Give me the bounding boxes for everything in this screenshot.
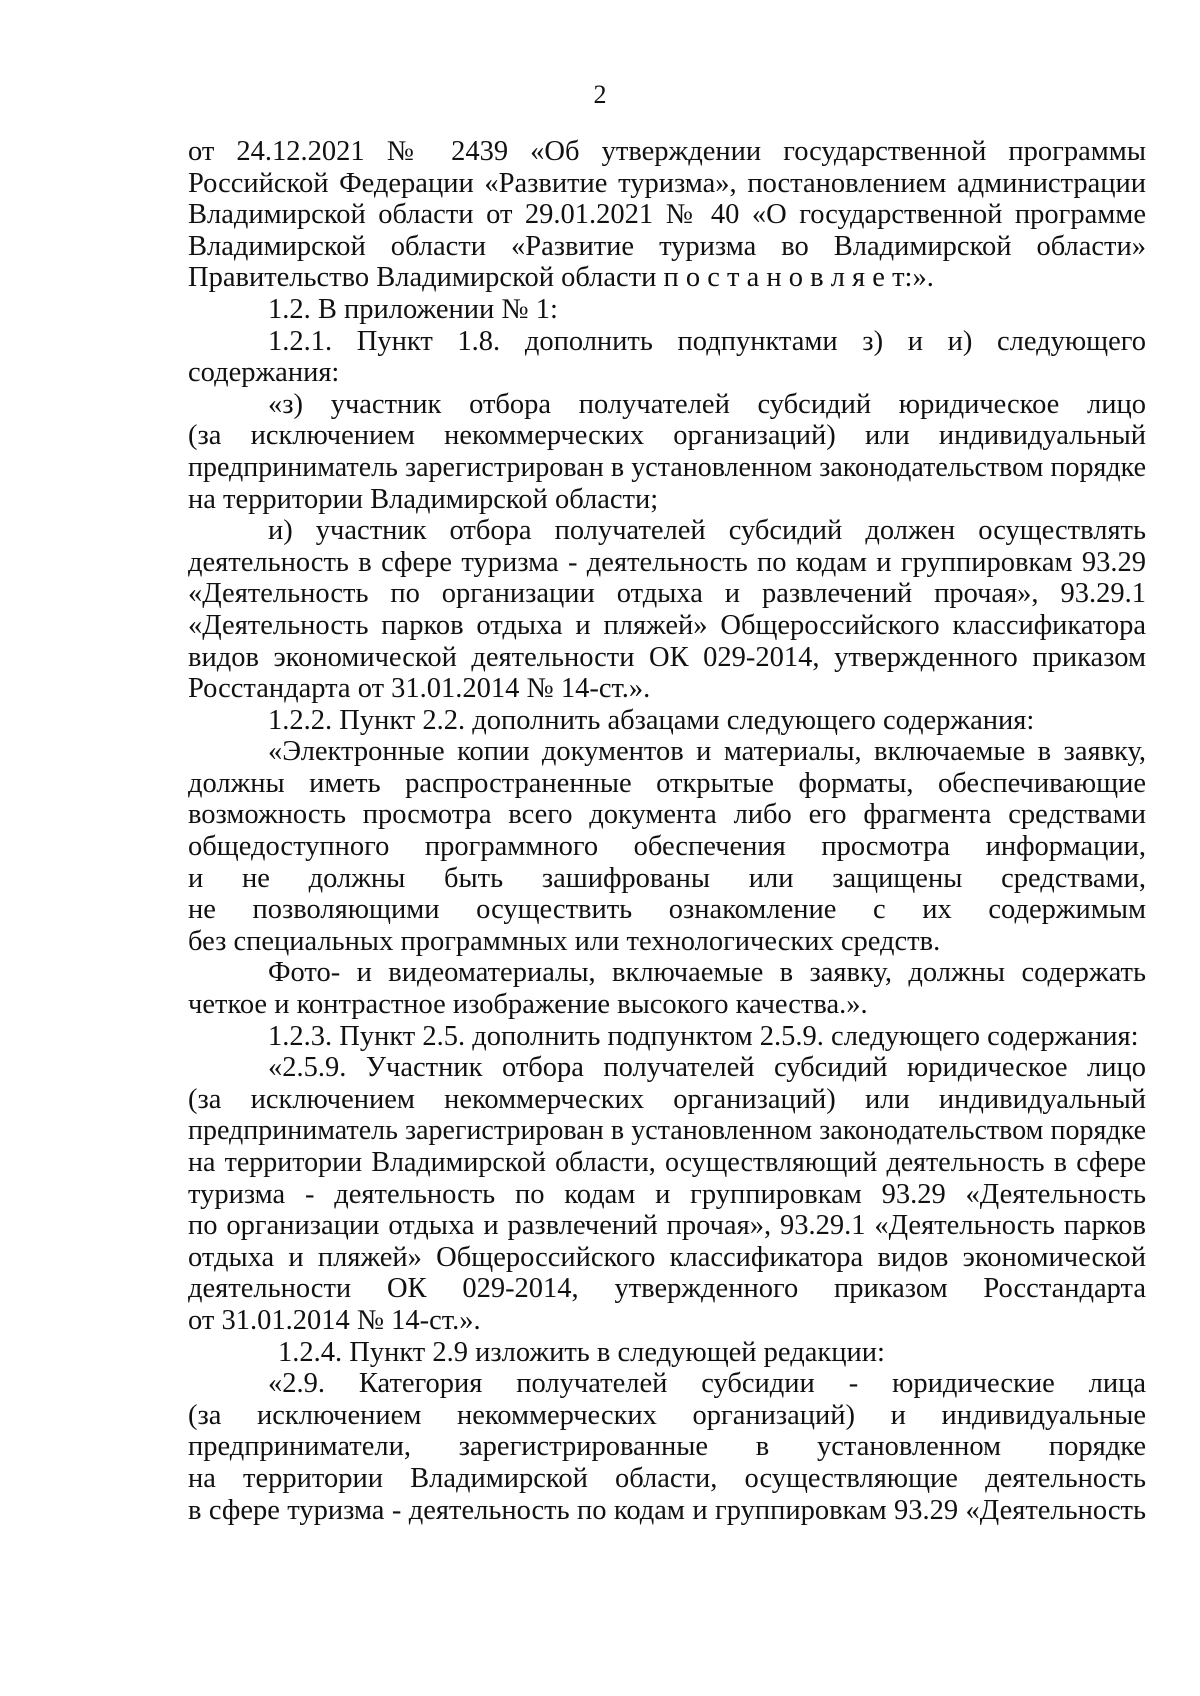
text-line: 1.2.2. Пункт 2.2. дополнить абзацами следующего содержания: (268, 704, 1035, 736)
document-body (188, 136, 1146, 1526)
text-line: должны иметь распространенные открытые форматы, обеспечивающие (188, 767, 1146, 799)
text-line: деятельности ОК 029-2014, утвержденного приказом Росстандарта (188, 1273, 1146, 1305)
text-line: Владимирской области «Развитие туризма во Владимирской области» (188, 230, 1146, 262)
text-line: Фото- и видеоматериалы, включаемые в заявку, должны содержать (268, 957, 1146, 989)
text-line: не позволяющими осуществить ознакомление с их содержимым (188, 894, 1146, 926)
text-line: «2.9. Категория получателей субсидии - юридические лица (268, 1368, 1146, 1400)
text-line: «Деятельность по организации отдыха и развлечений прочая», 93.29.1 (188, 578, 1146, 610)
text-line: от 24.12.2021 № 2439 «Об утверждении государственной программы (188, 136, 1146, 167)
text-line: Российской Федерации «Развитие туризма», постановлением администрации (188, 167, 1146, 199)
text-line: предприниматель зарегистрирован в установленном законодательством порядке (188, 1115, 1146, 1147)
text-line: на территории Владимирской области, осуществляющий деятельность в сфере (188, 1147, 1146, 1178)
text-line: содержания: (188, 357, 340, 389)
text-line: 1.2. В приложении № 1: (268, 293, 558, 325)
text-line: предприниматель зарегистрирован в установленном законодательством порядке (188, 451, 1146, 483)
text-line: «з) участник отбора получателей субсидий юридическое лицо (268, 388, 1146, 420)
text-line: деятельность в сфере туризма - деятельность по кодам и группировкам 93.29 (188, 546, 1146, 578)
text-line: четкое и контрастное изображение высокого качества.». (188, 989, 868, 1021)
text-line: 1.2.1. Пункт 1.8. дополнить подпунктами з) и и) следующего (268, 325, 1146, 357)
text-line: возможность просмотра всего документа либо его фрагмента средствами (188, 799, 1146, 831)
text-line: отдыха и пляжей» Общероссийского классификатора видов экономической (188, 1241, 1146, 1273)
text-line: и) участник отбора получателей субсидий должен осуществлять (268, 515, 1146, 547)
text-line: по организации отдыха и развлечений прочая», 93.29.1 «Деятельность парков (188, 1210, 1146, 1242)
text-line: (за исключением некоммерческих организаций) или индивидуальный (188, 420, 1146, 452)
text-line: на территории Владимирской области, осуществляющие деятельность (188, 1462, 1146, 1494)
text-line: «Электронные копии документов и материалы, включаемые в заявку, (268, 736, 1146, 768)
text-line: 1.2.4. Пункт 2.9 изложить в следующей редакции: (278, 1336, 885, 1368)
text-line: (за исключением некоммерческих организаций) или индивидуальный (188, 1083, 1146, 1115)
text-line: Росстандарта от 31.01.2014 № 14-ст.». (188, 673, 651, 705)
text-line: и не должны быть зашифрованы или защищены средствами, (188, 862, 1146, 894)
text-line: на территории Владимирской области; (188, 483, 659, 515)
text-line: (за исключением некоммерческих организаций) и индивидуальные (188, 1399, 1146, 1431)
text-line: Правительство Владимирской области п о с т а н о в л я е т:». (188, 262, 934, 294)
text-line: 1.2.3. Пункт 2.5. дополнить подпунктом 2.5.9. следующего содержания: (268, 1020, 1139, 1052)
text-line: в сфере туризма - деятельность по кодам и группировкам 93.29 «Деятельность (188, 1494, 1146, 1526)
text-line: «2.5.9. Участник отбора получателей субсидий юридическое лицо (268, 1052, 1146, 1084)
text-line: туризма - деятельность по кодам и группировкам 93.29 «Деятельность (188, 1178, 1146, 1210)
text-line: Владимирской области от 29.01.2021 № 40 «О государственной программе (188, 199, 1146, 231)
text-line: видов экономической деятельности ОК 029-2014, утвержденного приказом (188, 641, 1146, 673)
text-line: общедоступного программного обеспечения просмотра информации, (188, 831, 1146, 863)
page-number: 2 (593, 80, 607, 109)
text-line: без специальных программных или технологических средств. (188, 925, 941, 957)
text-line: от 31.01.2014 № 14-ст.». (188, 1304, 481, 1336)
text-line: предприниматели, зарегистрированные в установленном порядке (188, 1431, 1146, 1463)
text-line: «Деятельность парков отдыха и пляжей» Общероссийского классификатора (188, 609, 1146, 641)
